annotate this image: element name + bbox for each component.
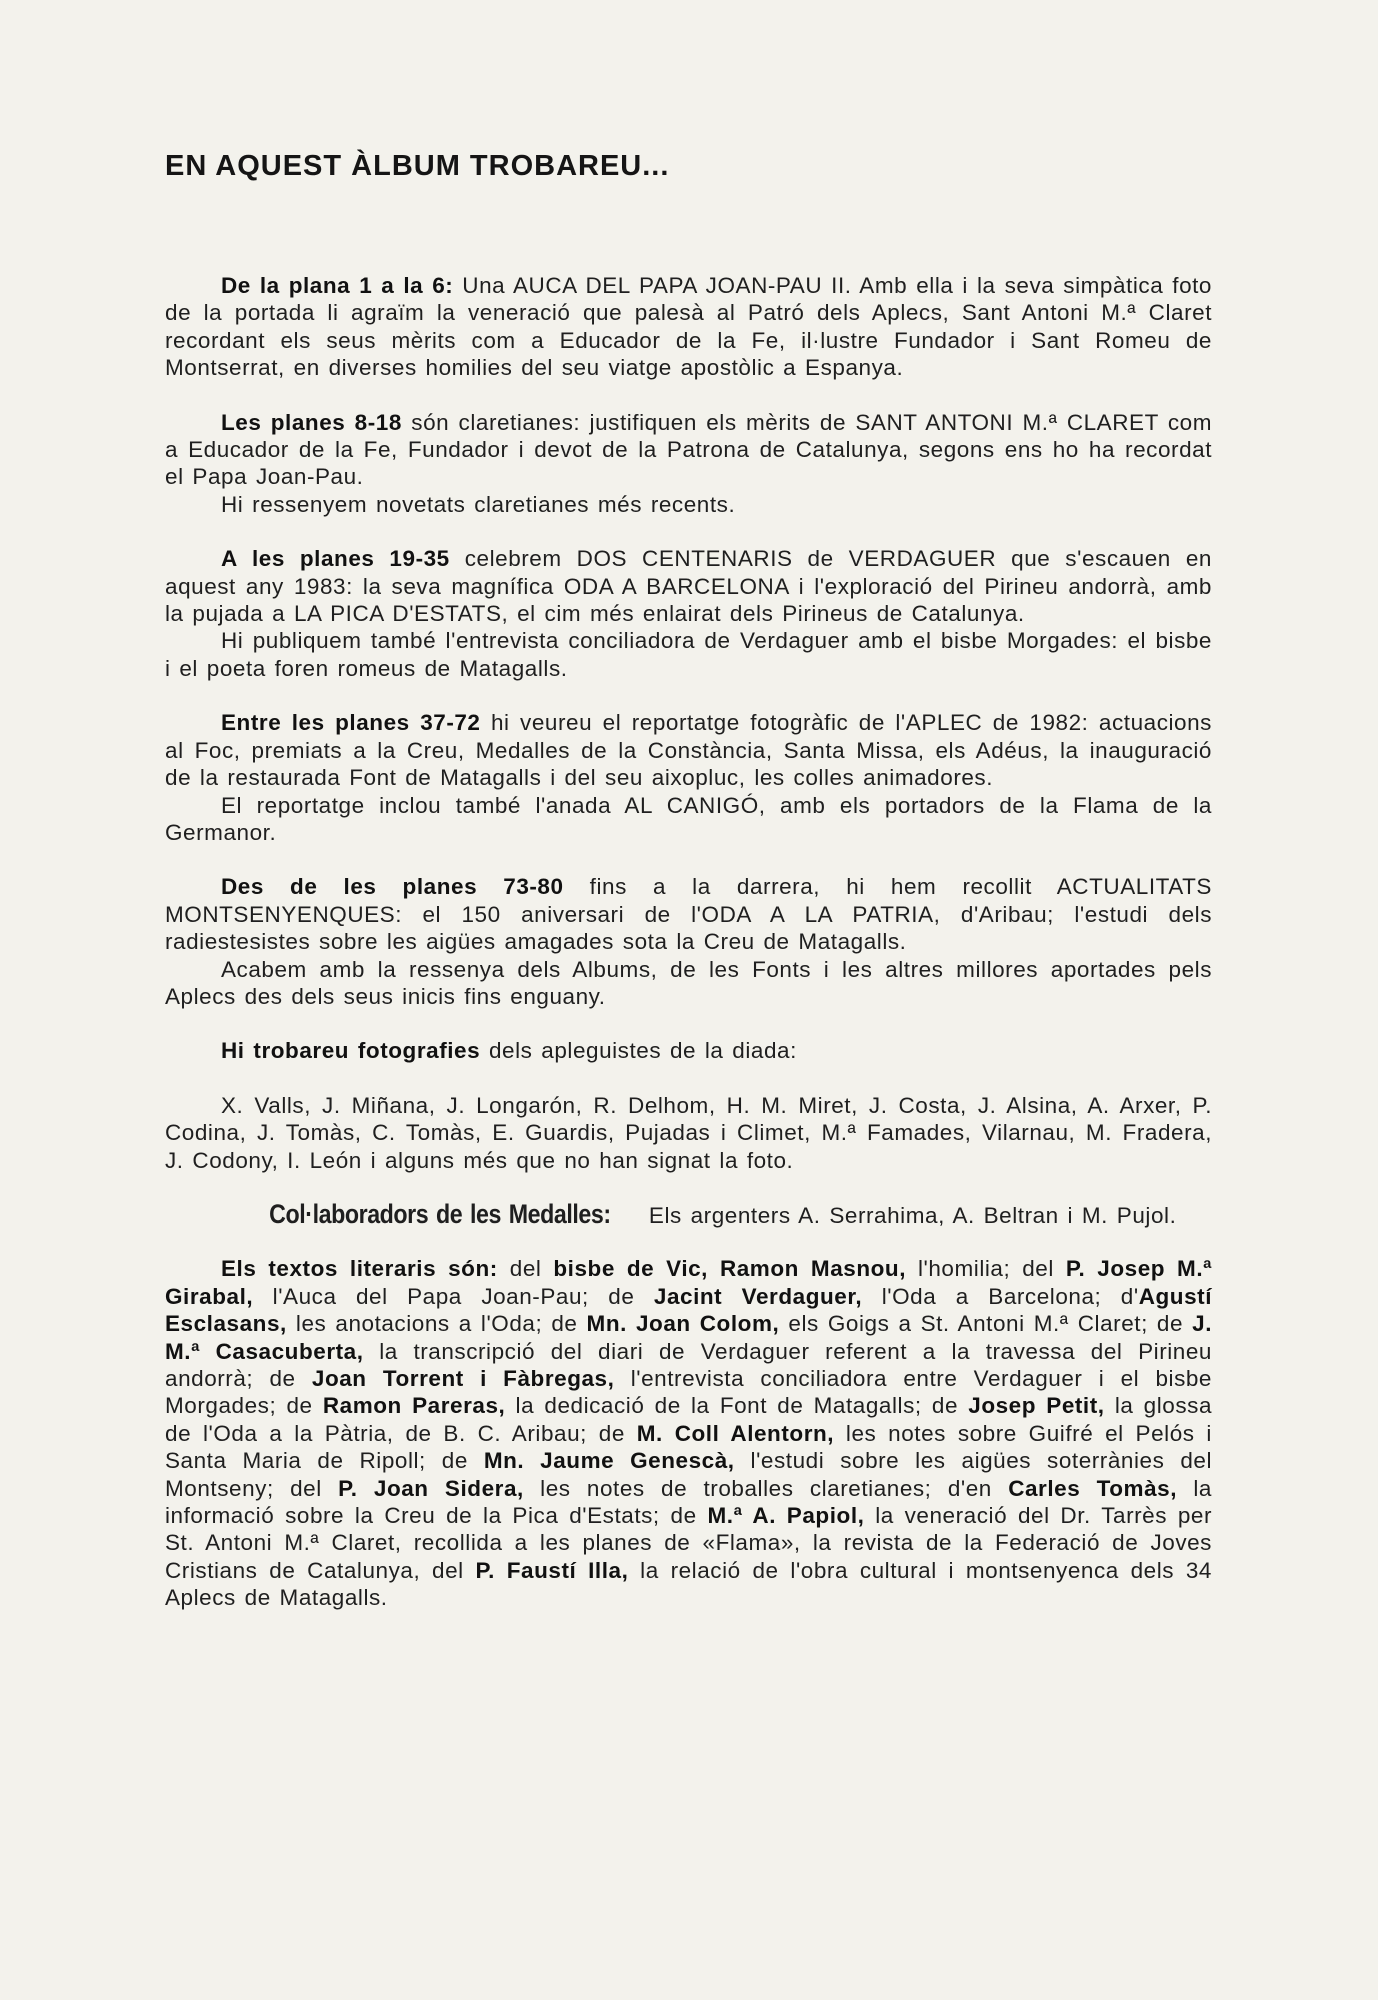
paragraph-aplec bbox=[165, 709, 1212, 791]
text-fragment: del bbox=[497, 1256, 554, 1282]
strong-name: P. Faustí Illa, bbox=[475, 1557, 629, 1583]
lead-actualitats: Des de les planes 73-80 bbox=[221, 874, 564, 900]
text-aplec: hi veureu el reportatge fotogràfic de l'APLEC de 1982: actuacions al Foc, premiats a la Creu, Medalles de la Constància, Santa Missa, els Adéus, la inauguració de la restaurada Font de Matagalls i del seu aixopluc, les colles animadores. bbox=[165, 710, 1212, 791]
text-fotografies: dels apleguistes de la diada: bbox=[480, 1038, 797, 1064]
strong-name: P. Joan Sidera, bbox=[338, 1475, 524, 1501]
text-fragment: l'Oda a Barcelona; d' bbox=[862, 1283, 1139, 1309]
lead-claret: Les planes 8-18 bbox=[221, 409, 402, 435]
text-auca: Una AUCA DEL PAPA JOAN-PAU II. Amb ella i la seva simpàtica foto de la portada li agraïm la veneració que palesà al Patró dels Aplecs, Sant Antoni M.ª Claret recordant els seus mèrits com a Educador de la Fe, il·lustre Fundador i Sant Romeu de Montserrat, en diverses homilies del seu viatge apostòlic a Espanya. bbox=[165, 273, 1212, 381]
text-fragment: les notes de troballes claretianes; d'en bbox=[523, 1475, 1009, 1501]
strong-name: M.ª A. Papiol, bbox=[707, 1503, 865, 1529]
paragraph-actualitats bbox=[165, 873, 1212, 955]
strong-name: Agustí Esclasans, bbox=[165, 1283, 1212, 1337]
paragraph-aplec-2: El reportatge inclou també l'anada AL CANIGÓ, amb els portadors de la Flama de la Germanor. bbox=[165, 792, 1212, 845]
lead-verdaguer: A les planes 19-35 bbox=[221, 546, 450, 572]
strong-name: Jacint Verdaguer, bbox=[653, 1283, 863, 1309]
page-title: EN AQUEST ÀLBUM TROBAREU... bbox=[165, 150, 670, 182]
document-body bbox=[165, 150, 1212, 1612]
text-fragment: l'Auca del Papa Joan-Pau; de bbox=[253, 1283, 654, 1309]
strong-name: P. Josep M.ª Girabal, bbox=[165, 1256, 1213, 1309]
text-fragment: la transcripció del diari de Verdaguer referent a la travessa del Pirineu andorrà; de bbox=[165, 1338, 1212, 1391]
strong-name: M. Coll Alentorn, bbox=[636, 1420, 835, 1446]
text-fragment: l'entrevista conciliadora entre Verdaguer i el bisbe Morgades; de bbox=[165, 1366, 1212, 1419]
text-fragment: les anotacions a l'Oda; de bbox=[286, 1311, 587, 1337]
text-collab: Els argenters A. Serrahima, A. Beltran i M. Pujol. bbox=[640, 1202, 1177, 1228]
strong-name: Carles Tomàs, bbox=[1008, 1475, 1178, 1501]
paragraph-claret bbox=[165, 409, 1212, 491]
strong-textos: Els textos literaris són: bbox=[221, 1256, 498, 1282]
text-claret: són claretianes: justifiquen els mèrits de SANT ANTONI M.ª CLARET com a Educador de la Fe, Fundador i devot de la Patrona de Catalunya, segons ens ho ha recordat el Papa Joan-Pau. bbox=[165, 409, 1212, 490]
strong-name: J. M.ª Casacuberta, bbox=[165, 1311, 1212, 1364]
text-fragment: la relació de l'obra cultural i montsenyenca dels 34 Aplecs de Matagalls. bbox=[165, 1557, 1213, 1611]
strong-name: bisbe de Vic, Ramon Masnou, bbox=[553, 1256, 907, 1282]
paragraph-verdaguer-2: Hi publiquem també l'entrevista conciliadora de Verdaguer amb el bisbe Morgades: el bisbe i el poeta foren romeus de Matagalls. bbox=[165, 628, 1212, 681]
text-fragment: els Goigs a St. Antoni M.ª Claret; de bbox=[779, 1311, 1193, 1337]
paragraph-textos bbox=[165, 1255, 1212, 1611]
paragraph-auca bbox=[165, 272, 1212, 382]
text-fragment: la informació sobre la Creu de la Pica d'Estats; de bbox=[165, 1475, 1212, 1529]
lead-aplec: Entre les planes 37-72 bbox=[221, 710, 481, 736]
text-fragment: les notes sobre Guifré el Pelós i Santa Maria de Ripoll; de bbox=[165, 1420, 1212, 1474]
text-fragment: l'homilia; del bbox=[906, 1256, 1066, 1282]
text-fragment: l'estudi sobre les aigües soterrànies del Montseny; del bbox=[165, 1448, 1212, 1501]
paragraph-collab bbox=[165, 1198, 1212, 1229]
text-actualitats: fins a la darrera, hi hem recollit ACTUALITATS MONTSENYENQUES: el 150 aniversari de l'ODA A LA PATRIA, d'Aribau; l'estudi dels radiestesistes sobre les aigües amagades sota la Creu de Matagalls. bbox=[165, 874, 1212, 955]
text-fragment: la dedicació de la Font de Matagalls; de bbox=[505, 1393, 969, 1419]
text-fragment: la veneració del Dr. Tarrès per St. Antoni M.ª Claret, recollida a les planes de «Flama», la revista de la Federació de Joves Cristians de Catalunya, del bbox=[165, 1503, 1212, 1583]
strong-name: Josep Petit, bbox=[968, 1393, 1105, 1419]
strong-name: Joan Torrent i Fàbregas, bbox=[311, 1366, 615, 1391]
lead-fotografies: Hi trobareu fotografies bbox=[221, 1038, 481, 1064]
text-fragment: la glossa de l'Oda a la Pàtria, de B. C. Aribau; de bbox=[165, 1393, 1213, 1446]
lead-auca: De la plana 1 a la 6: bbox=[221, 273, 454, 298]
strong-name: Mn. Jaume Genescà, bbox=[483, 1448, 735, 1474]
paragraph-actualitats-2: Acabem amb la ressenya dels Albums, de les Fonts i les altres millores aportades pels Aplecs des dels seus inicis fins enguany. bbox=[165, 956, 1212, 1009]
strong-name: Ramon Pareras, bbox=[322, 1393, 506, 1419]
lead-collab: Col·laboradors de les Medalles: bbox=[269, 1198, 611, 1229]
photographers-list: X. Valls, J. Miñana, J. Longarón, R. Delhom, H. M. Miret, J. Costa, J. Alsina, A. Arxer, P. Codina, J. Tomàs, C. Tomàs, E. Guardis, Pujadas i Climet, M.ª Famades, Vilarnau, M. Fradera, J. Codony, I. León i alguns més que no han signat la foto. bbox=[165, 1092, 1212, 1173]
text-verdaguer: celebrem DOS CENTENARIS de VERDAGUER que s'escauen en aquest any 1983: la seva magnífica ODA A BARCELONA i l'exploració del Pirineu andorrà, amb la pujada a LA PICA D'ESTATS, el cim més enlairat dels Pirineus de Catalunya. bbox=[165, 546, 1212, 627]
paragraph-fotografies bbox=[165, 1037, 1212, 1064]
paragraph-claret-2: Hi ressenyem novetats claretianes més recents. bbox=[221, 491, 736, 517]
paragraph-verdaguer bbox=[165, 545, 1212, 627]
strong-name: Mn. Joan Colom, bbox=[586, 1311, 780, 1337]
